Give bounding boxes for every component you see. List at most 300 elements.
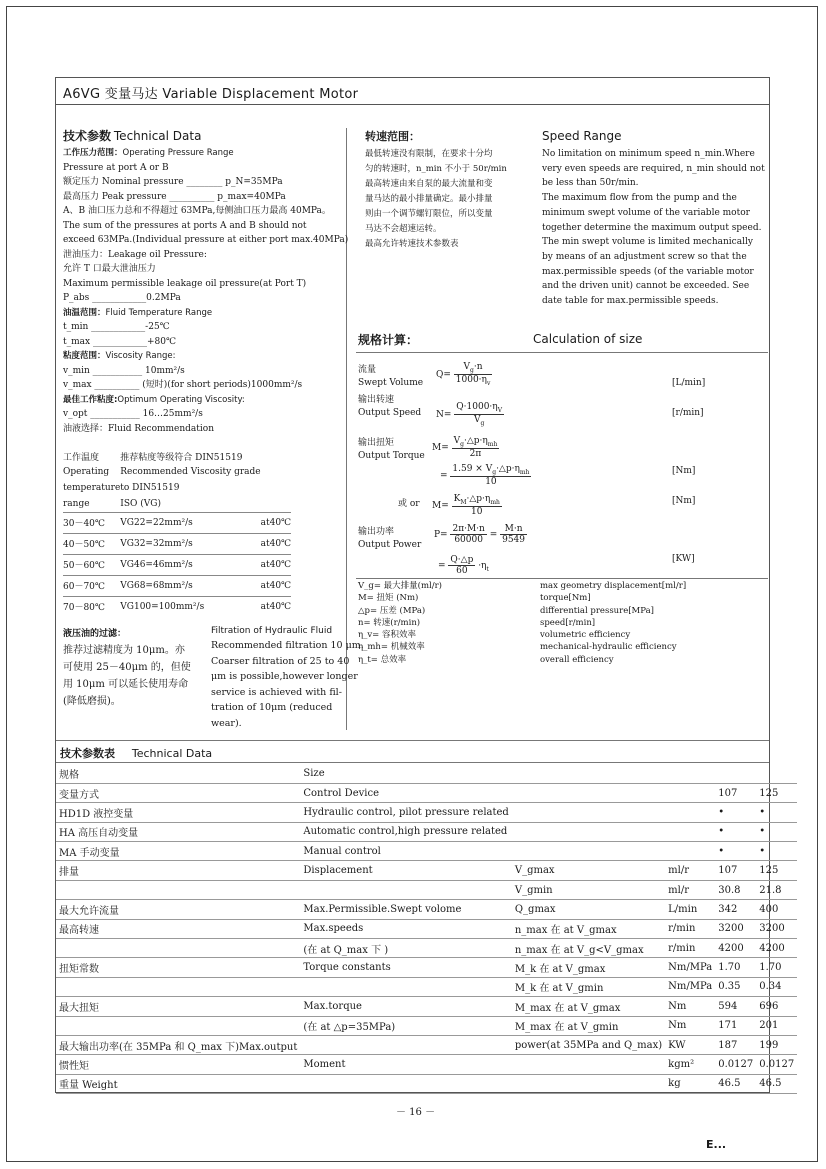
calc-heading-cn bbox=[358, 331, 418, 348]
calc-unit: [KW] bbox=[672, 554, 695, 564]
visc-cell: 70－80℃ bbox=[63, 603, 105, 614]
filter-cn-block bbox=[63, 626, 191, 710]
visc-cell: VG68=68mm²/s bbox=[120, 580, 193, 591]
table-cell: 3200 bbox=[715, 919, 756, 938]
table-cell: n_max 在 at V_gmax bbox=[512, 919, 665, 938]
table-cell: 342 bbox=[715, 900, 756, 919]
text-line: The maximum flow from the pump and the bbox=[542, 193, 737, 204]
tech-line-text: 最高压力 Peak pressure __________ p_max=40MPa bbox=[63, 191, 286, 202]
tech-line-text: Fluid Temperature Range bbox=[105, 307, 213, 318]
filter-en-block bbox=[211, 626, 364, 731]
visc-row bbox=[63, 496, 291, 512]
calc-unit: [L/min] bbox=[672, 378, 706, 388]
speed-en-text bbox=[542, 147, 765, 309]
formula-power: P= $\frac{2\pi\cdot M\cdot n}{60000}$ = $\frac{M\cdot n}{9549}$ bbox=[434, 524, 526, 545]
table-cell: (在 at Q_max 下 ) bbox=[300, 939, 511, 958]
table-cell: 排量 bbox=[56, 861, 300, 880]
table-cell: • bbox=[715, 803, 756, 822]
table-row bbox=[56, 803, 797, 822]
calc-cn: 输出功率 bbox=[358, 527, 395, 537]
tech-line bbox=[63, 161, 343, 176]
table-cell: 变量方式 bbox=[56, 783, 300, 802]
text-line: together determine the maximum output speed. bbox=[542, 222, 762, 233]
table-cell bbox=[756, 764, 797, 783]
text-line: 马达不会超速运转。 bbox=[365, 224, 442, 234]
visc-row bbox=[63, 448, 291, 464]
calc-cn: 输出扭矩 bbox=[358, 438, 395, 448]
visc-row bbox=[63, 596, 291, 617]
tech-line-text: 泄油压力：Leakage oil Pressure: bbox=[63, 249, 207, 260]
visc-cell: VG22=22mm²/s bbox=[120, 517, 193, 528]
table-cell: 4200 bbox=[756, 939, 797, 958]
formula-power-alt: = $\frac{Q\cdot\triangle p}{60}$ $\cdot\eta_t$ bbox=[438, 555, 489, 576]
calc-en: Output Speed bbox=[358, 408, 422, 418]
section-divider bbox=[56, 740, 769, 741]
tech-line-text: Optimum Operating Viscosity: bbox=[117, 394, 245, 405]
text-line: V_g= 最大排量(ml/r) bbox=[358, 581, 442, 591]
text-line: volumetric efficiency bbox=[540, 630, 631, 641]
text-line: M= 扭矩 (Nm) bbox=[358, 593, 419, 604]
tech-line-text: Operating Pressure Range bbox=[122, 148, 234, 158]
table-row bbox=[56, 977, 797, 996]
text-line: wear). bbox=[211, 717, 242, 729]
speed-heading-cn-text: 转速范围： bbox=[365, 130, 420, 143]
table-cell bbox=[512, 783, 665, 802]
table-heading bbox=[60, 745, 212, 761]
calc-unit: [Nm] bbox=[672, 496, 696, 506]
table-row bbox=[56, 764, 797, 783]
table-cell: Displacement bbox=[300, 861, 511, 880]
table-row bbox=[56, 861, 797, 880]
tech-line bbox=[63, 233, 349, 248]
visc-cell: at40℃ bbox=[260, 538, 292, 549]
tech-line-text: t_min ____________-25℃ bbox=[63, 322, 170, 332]
visc-cell: range bbox=[63, 498, 90, 509]
speed-cn-text bbox=[365, 147, 507, 252]
calc-legend-rule bbox=[356, 578, 768, 579]
speed-heading-en bbox=[542, 129, 621, 143]
table-cell: Nm/MPa bbox=[665, 958, 715, 977]
table-cell bbox=[512, 764, 665, 783]
table-cell: ml/r bbox=[665, 880, 715, 899]
visc-row bbox=[63, 533, 291, 554]
table-cell: 重量 Weight bbox=[56, 1074, 300, 1093]
table-cell bbox=[56, 977, 300, 996]
text-line: No limitation on minimum speed n_min.Where bbox=[542, 149, 755, 159]
table-row bbox=[56, 880, 797, 899]
visc-cell: 30－40℃ bbox=[63, 519, 105, 529]
table-cell: L/min bbox=[665, 900, 715, 919]
text-line: date table for max.permissible speeds. bbox=[542, 296, 719, 307]
table-cell: 594 bbox=[715, 997, 756, 1016]
text-line: 推荐过滤精度为 10μm。亦 bbox=[63, 645, 185, 656]
text-line: speed[r/min] bbox=[540, 617, 596, 628]
table-cell: M_max 在 at V_gmax bbox=[512, 997, 665, 1016]
table-cell: power(at 35MPa and Q_max) bbox=[512, 1035, 665, 1054]
tech-line-text: exceed 63MPa.(Individual pressure at either port max.40MPa) bbox=[63, 235, 349, 245]
calc-unit: [Nm] bbox=[672, 466, 696, 476]
text-line: be less than 50r/min. bbox=[542, 178, 639, 189]
filter-en-text bbox=[211, 638, 364, 731]
table-cell: 4200 bbox=[715, 939, 756, 958]
tech-line bbox=[63, 306, 343, 321]
table-cell: Nm bbox=[665, 1016, 715, 1035]
visc-cell: to DIN51519 bbox=[120, 483, 180, 493]
text-line: η_t= 总效率 bbox=[358, 654, 407, 665]
table-cell: Max.speeds bbox=[300, 919, 511, 938]
visc-cell: 推荐粘度等级符合 DIN51519 bbox=[120, 452, 243, 463]
text-line: tration of 10μm (reduced bbox=[211, 702, 333, 713]
text-line: 最高允许转速技术参数表 bbox=[365, 239, 459, 249]
tech-line-text: The sum of the pressures at ports A and B should not bbox=[63, 220, 307, 231]
text-line: 用 10μm 可以延长使用寿命 bbox=[63, 679, 189, 690]
tech-line bbox=[63, 262, 343, 277]
table-cell: 1.70 bbox=[715, 958, 756, 977]
calc-cn: 流量 bbox=[358, 365, 377, 375]
table-cell: KW bbox=[665, 1035, 715, 1054]
visc-cell: VG100=100mm²/s bbox=[120, 601, 205, 612]
table-cell: 规格 bbox=[56, 764, 300, 783]
text-line: 匀的转速时，n_min 不小于 50r/min bbox=[365, 164, 507, 174]
tech-line-text: t_max ____________+80℃ bbox=[63, 336, 177, 347]
table-cell bbox=[512, 803, 665, 822]
table-cell: 0.35 bbox=[715, 977, 756, 996]
table-cell: HA 高压自动变量 bbox=[56, 822, 300, 841]
formula-torque: M= $\frac{V_g\cdot\triangle p\cdot\eta_{mh}}{2\pi}$ bbox=[432, 436, 498, 459]
table-cell: Max.Permissible.Swept volome bbox=[300, 900, 511, 919]
table-cell: kg bbox=[665, 1074, 715, 1093]
tech-line bbox=[63, 248, 343, 263]
calc-heading-en bbox=[533, 332, 642, 346]
text-line: The min swept volume is limited mechanically bbox=[542, 237, 753, 248]
visc-cell: at40℃ bbox=[260, 559, 292, 570]
table-cell bbox=[56, 1016, 300, 1035]
page-number: － 16 － bbox=[396, 1107, 436, 1118]
formula-flow: Q= $\frac{V_g\cdot n}{1000\cdot\eta_v}$ bbox=[436, 362, 491, 387]
table-cell: V_gmin bbox=[512, 880, 665, 899]
table-cell: 400 bbox=[756, 900, 797, 919]
filter-en-title: Filtration of Hydraulic Fluid bbox=[211, 626, 333, 636]
calc-or-label: 或 or bbox=[398, 499, 420, 509]
text-line: n= 转速(r/min) bbox=[358, 617, 421, 628]
table-cell: Hydraulic control, pilot pressure related bbox=[300, 803, 511, 822]
text-line: max.permissible speeds (of the variable motor bbox=[542, 266, 754, 277]
table-cell bbox=[665, 783, 715, 802]
visc-cell bbox=[261, 496, 292, 512]
visc-cell: 50－60℃ bbox=[63, 561, 105, 571]
visc-cell: at40℃ bbox=[260, 517, 292, 528]
tech-line bbox=[63, 291, 343, 306]
table-cell bbox=[300, 880, 511, 899]
speed-heading-cn bbox=[365, 128, 420, 144]
table-cell: 0.0127 bbox=[756, 1055, 797, 1074]
tech-line bbox=[63, 277, 343, 292]
tech-line-label: 油温范围： bbox=[63, 307, 106, 318]
table-cell: 扭矩常数 bbox=[56, 958, 300, 977]
tech-line-label: 粘度范围： bbox=[63, 351, 106, 361]
calc-label-power bbox=[358, 526, 421, 552]
table-row bbox=[56, 1055, 797, 1074]
formula-speed: N= $\frac{Q\cdot 1000\cdot\eta_V}{V_g}$ bbox=[436, 402, 503, 427]
calc-top-rule bbox=[356, 352, 768, 353]
table-cell: 171 bbox=[715, 1016, 756, 1035]
tech-line bbox=[63, 190, 343, 205]
text-line: service is achieved with fil- bbox=[211, 686, 342, 698]
calc-label-speed bbox=[358, 394, 421, 420]
tech-line-text: v_max __________ (短时)(for short periods)1000mm²/s bbox=[63, 380, 303, 390]
visc-cell: temperature bbox=[63, 483, 121, 493]
table-cell: Moment bbox=[300, 1055, 511, 1074]
visc-row bbox=[63, 575, 291, 596]
table-cell bbox=[300, 1035, 511, 1054]
visc-cell bbox=[261, 464, 292, 480]
visc-cell: 40－50℃ bbox=[63, 540, 105, 550]
table-cell: 最大允许流量 bbox=[56, 900, 300, 919]
table-cell: 107 bbox=[715, 861, 756, 880]
table-row bbox=[56, 822, 797, 841]
tech-line bbox=[63, 349, 343, 364]
tech-line bbox=[63, 407, 343, 422]
visc-cell: ISO (VG) bbox=[120, 498, 161, 509]
text-line: differential pressure[MPa] bbox=[540, 605, 654, 616]
visc-cell: VG46=46mm²/s bbox=[120, 559, 193, 570]
table-cell: • bbox=[715, 842, 756, 861]
tech-line bbox=[63, 378, 343, 393]
visc-cell bbox=[261, 480, 292, 496]
table-cell: r/min bbox=[665, 919, 715, 938]
calc-en: Output Power bbox=[358, 540, 422, 550]
table-cell: Manual control bbox=[300, 842, 511, 861]
visc-cell: VG32=32mm²/s bbox=[120, 538, 193, 549]
table-cell: 最大扭矩 bbox=[56, 997, 300, 1016]
table-cell: Q_gmax bbox=[512, 900, 665, 919]
tech-heading-cn: 技术参数 bbox=[63, 129, 112, 143]
text-line: 最高转速由来自泵的最大流量和变 bbox=[365, 179, 493, 189]
table-cell: Size bbox=[300, 764, 511, 783]
table-cell: M_k 在 at V_gmax bbox=[512, 958, 665, 977]
table-cell: 125 bbox=[756, 783, 797, 802]
table-cell: 30.8 bbox=[715, 880, 756, 899]
table-heading-en: Technical Data bbox=[131, 747, 213, 760]
formula-torque-alt: = $\frac{1.59 \times V_g\cdot\triangle p\cdot\eta_{mh}}{10}$ bbox=[440, 464, 530, 487]
table-cell bbox=[665, 803, 715, 822]
table-cell bbox=[300, 977, 511, 996]
visc-cell: Operating bbox=[63, 467, 110, 477]
table-cell: Nm bbox=[665, 997, 715, 1016]
table-cell: 46.5 bbox=[715, 1074, 756, 1093]
tech-line bbox=[63, 219, 343, 234]
legend-right bbox=[540, 580, 686, 666]
table-cell: 199 bbox=[756, 1035, 797, 1054]
table-cell: 696 bbox=[756, 997, 797, 1016]
table-cell: Nm/MPa bbox=[665, 977, 715, 996]
tech-line-text: v_opt ___________ 16…25mm²/s bbox=[63, 409, 203, 419]
tech-line bbox=[63, 175, 343, 190]
table-cell: Control Device bbox=[300, 783, 511, 802]
table-cell: M_max 在 at V_gmin bbox=[512, 1016, 665, 1035]
table-cell: 21.8 bbox=[756, 880, 797, 899]
table-cell: • bbox=[756, 822, 797, 841]
table-cell bbox=[512, 1055, 665, 1074]
table-cell: 3200 bbox=[756, 919, 797, 938]
table-row bbox=[56, 958, 797, 977]
table-cell: 201 bbox=[756, 1016, 797, 1035]
table-cell: 0.0127 bbox=[715, 1055, 756, 1074]
viscosity-table bbox=[63, 448, 291, 617]
calc-heading-en-text: Calculation of size bbox=[533, 332, 643, 346]
calc-label-torque bbox=[358, 437, 425, 463]
corner-mark: E... bbox=[706, 1138, 727, 1151]
table-cell: 0.34 bbox=[756, 977, 797, 996]
table-row bbox=[56, 1074, 797, 1093]
table-cell bbox=[715, 764, 756, 783]
text-line: 量马达的最小排量确定。最小排量 bbox=[365, 194, 493, 204]
tech-line bbox=[63, 393, 343, 408]
table-cell bbox=[512, 1074, 665, 1093]
table-cell bbox=[665, 822, 715, 841]
table-row bbox=[56, 919, 797, 938]
table-cell: • bbox=[756, 803, 797, 822]
visc-cell: 工作温度 bbox=[63, 452, 100, 463]
calc-en: Output Torque bbox=[358, 451, 425, 461]
text-line: μm is possible,however longer bbox=[211, 671, 358, 682]
text-line: max geometry displacement[ml/r] bbox=[540, 581, 687, 591]
table-cell bbox=[665, 764, 715, 783]
table-cell: n_max 在 at V_g<V_gmax bbox=[512, 939, 665, 958]
text-line: η_v= 容积效率 bbox=[358, 630, 416, 641]
table-cell: HD1D 液控变量 bbox=[56, 803, 300, 822]
table-cell: (在 at △p=35MPa) bbox=[300, 1016, 511, 1035]
table-cell: V_gmax bbox=[512, 861, 665, 880]
table-cell: 187 bbox=[715, 1035, 756, 1054]
table-cell: • bbox=[756, 842, 797, 861]
speed-heading-en-text: Speed Range bbox=[542, 129, 622, 143]
table-row bbox=[56, 842, 797, 861]
legend-left bbox=[358, 580, 442, 666]
text-line: very even speeds are required, n_min should not bbox=[542, 163, 765, 174]
text-line: Recommended filtration 10 μm. bbox=[211, 640, 364, 651]
table-row bbox=[56, 1035, 797, 1054]
text-line: mechanical-hydraulic efficiency bbox=[540, 642, 677, 653]
page-title: A6VG 变量马达 Variable Displacement Motor bbox=[63, 87, 359, 102]
visc-cell: at40℃ bbox=[260, 580, 292, 591]
text-line: 则由一个调节螺钉限位，所以变量 bbox=[365, 209, 493, 219]
tech-line-text: v_min ___________ 10mm²/s bbox=[63, 365, 185, 376]
table-cell: 46.5 bbox=[756, 1074, 797, 1093]
tech-line-text: 油液选择：Fluid Recommendation bbox=[63, 423, 215, 434]
tech-line-text: Pressure at port A or B bbox=[63, 162, 169, 173]
table-cell: Automatic control,high pressure related bbox=[300, 822, 511, 841]
tech-lines bbox=[63, 146, 349, 436]
text-line: torque[Nm] bbox=[540, 593, 591, 604]
title-bar bbox=[55, 77, 770, 105]
tech-line-text: P_abs ____________0.2MPa bbox=[63, 293, 181, 303]
tech-line bbox=[63, 364, 343, 379]
table-cell: 1.70 bbox=[756, 958, 797, 977]
table-cell bbox=[300, 1074, 511, 1093]
text-line: Coarser filtration of 25 to 40 bbox=[211, 655, 350, 667]
table-row bbox=[56, 783, 797, 802]
table-cell: 最高转速 bbox=[56, 919, 300, 938]
text-line: 可使用 25－40μm 的，但使 bbox=[63, 662, 191, 673]
calc-en: Swept Volume bbox=[358, 378, 424, 388]
filter-cn-text bbox=[63, 642, 191, 710]
table-cell: 惯性矩 bbox=[56, 1055, 300, 1074]
tech-line-text: 允许 T 口最大泄油压力 bbox=[63, 264, 156, 274]
table-cell bbox=[56, 939, 300, 958]
text-line: η_mh= 机械效率 bbox=[358, 642, 425, 653]
table-cell bbox=[665, 842, 715, 861]
tech-line bbox=[63, 146, 343, 161]
table-cell: 125 bbox=[756, 861, 797, 880]
visc-cell: 60－70℃ bbox=[63, 582, 105, 592]
visc-row bbox=[63, 480, 291, 496]
table-cell: M_k 在 at V_gmin bbox=[512, 977, 665, 996]
visc-row bbox=[63, 512, 291, 533]
tech-heading bbox=[63, 127, 201, 144]
formula-torque-k: M= $\frac{K_M\cdot\triangle p\cdot\eta_{mh}}{10}$ bbox=[432, 494, 500, 517]
text-line: minimum swept volume of the variable motor bbox=[542, 207, 750, 218]
text-line: (降低磨损)。 bbox=[63, 696, 121, 707]
text-line: △p= 压差 (MPa) bbox=[358, 605, 426, 616]
table-cell bbox=[512, 842, 665, 861]
tech-line-text: 额定压力 Nominal pressure ________ p_N=35MPa bbox=[63, 177, 283, 187]
tech-heading-en: Technical Data bbox=[113, 129, 202, 143]
table-cell bbox=[56, 880, 300, 899]
text-line: 最低转速没有限制，在要求十分均 bbox=[365, 149, 493, 159]
calc-unit: [r/min] bbox=[672, 408, 704, 418]
table-cell: Max.torque bbox=[300, 997, 511, 1016]
table-cell: • bbox=[715, 822, 756, 841]
table-top-rule bbox=[56, 762, 769, 763]
visc-cell: at40℃ bbox=[260, 601, 292, 612]
table-row bbox=[56, 1016, 797, 1035]
tech-line bbox=[63, 204, 343, 219]
calc-label-flow bbox=[358, 364, 423, 390]
tech-line-text: A、B 油口压力总和不得超过 63MPa,每侧油口压力最高 40MPa。 bbox=[63, 206, 331, 216]
tech-line-text: Maximum permissible leakage oil pressure(at Port T) bbox=[63, 278, 307, 289]
tech-line-text: Viscosity Range: bbox=[105, 351, 176, 361]
text-line: overall efficiency bbox=[540, 654, 614, 665]
tech-line bbox=[63, 335, 343, 350]
visc-row bbox=[63, 554, 291, 575]
tech-line bbox=[63, 320, 343, 335]
calc-cn: 输出转速 bbox=[358, 395, 395, 405]
table-heading-cn: 技术参数表 bbox=[60, 747, 115, 760]
technical-data-table bbox=[56, 764, 797, 1094]
table-cell: 最大输出功率(在 35MPa 和 Q_max 下)Max.output bbox=[56, 1035, 300, 1054]
table-cell bbox=[512, 822, 665, 841]
table-row bbox=[56, 997, 797, 1016]
table-cell: MA 手动变量 bbox=[56, 842, 300, 861]
text-line: and the driven unit) cannot be exceeded. See bbox=[542, 281, 750, 292]
visc-cell bbox=[261, 448, 292, 464]
visc-row bbox=[63, 464, 291, 480]
table-row bbox=[56, 900, 797, 919]
tech-line-label: 最佳工作粘度: bbox=[63, 394, 118, 405]
tech-line-label: 工作压力范围： bbox=[63, 148, 123, 158]
filter-cn-title: 液压油的过滤： bbox=[63, 629, 127, 639]
table-cell: r/min bbox=[665, 939, 715, 958]
calc-heading-cn-text: 规格计算： bbox=[358, 333, 419, 347]
table-cell: ml/r bbox=[665, 861, 715, 880]
table-cell: Torque constants bbox=[300, 958, 511, 977]
visc-cell: Recommended Viscosity grade bbox=[120, 467, 261, 477]
table-cell: kgm² bbox=[665, 1055, 715, 1074]
tech-line bbox=[63, 422, 343, 437]
table-row bbox=[56, 939, 797, 958]
text-line: by means of an adjustment screw so that the bbox=[542, 251, 747, 262]
